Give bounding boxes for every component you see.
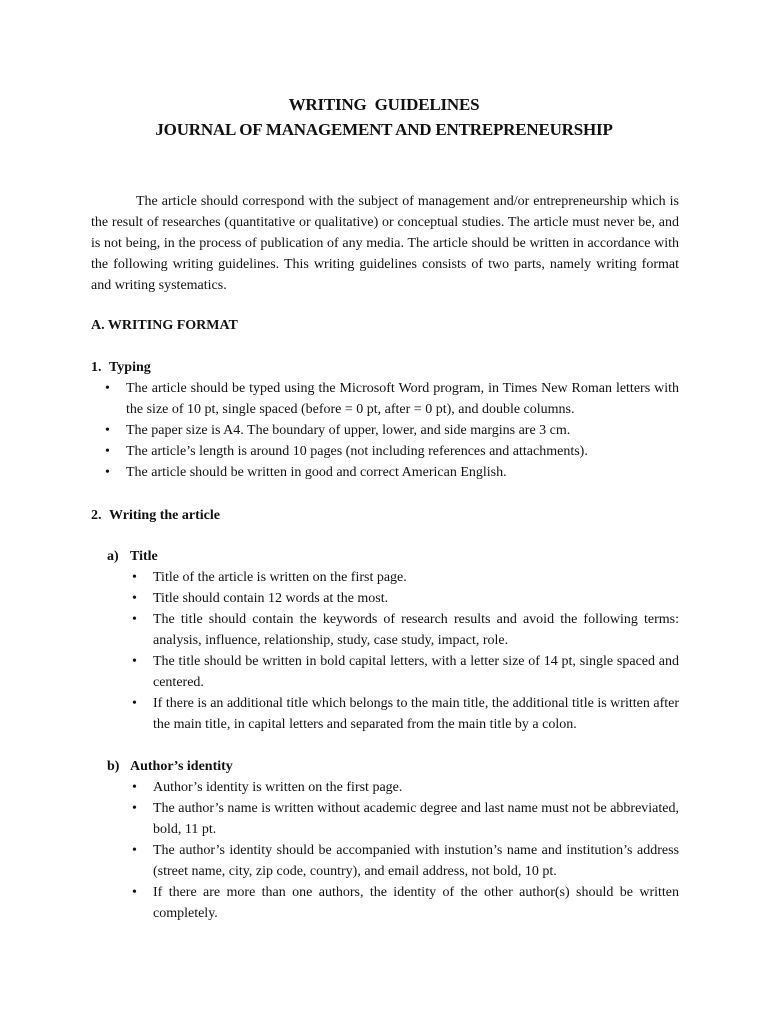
list-item: • The author’s name is written without academic degree and last name must not be abbreviated, bold, 11 pt. — [91, 798, 679, 840]
list-item: • The title should be written in bold capital letters, with a letter size of 14 pt, single spaced and centered. — [91, 651, 679, 693]
list-item: • Title should contain 12 words at the most. — [91, 588, 679, 609]
intro-paragraph: The article should correspond with the subject of management and/or entrepreneurship which is the result of researches (quantitative or qualitative) or conceptual studies. The article must never be, and is not being, in the process of publication of any media. The article should be written in accordance with the following writing guidelines. This writing guidelines consists of two parts, namely writing format and writing systematics. — [91, 194, 679, 293]
list-item: • The author’s identity should be accompanied with instution’s name and institution’s address (street name, city, zip code, country), and email address, not bold, 10 pt. — [91, 840, 679, 882]
typing-number: 1. — [91, 360, 102, 375]
writing-article-section — [91, 505, 679, 526]
title-subsection — [91, 546, 679, 735]
writing-article-title: Writing the article — [109, 508, 220, 523]
typing-bullet-list — [91, 378, 679, 483]
list-item: • If there is an additional title which belongs to the main title, the additional title is written after the main title, in capital letters and separated from the main title by a colon. — [91, 693, 679, 735]
author-bullet-list — [91, 777, 679, 924]
list-item: • The article’s length is around 10 pages (not including references and attachments). — [91, 441, 679, 462]
list-item: • The article should be written in good and correct American English. — [91, 462, 679, 483]
typing-title: Typing — [109, 360, 151, 375]
title-sub-number: a) — [107, 549, 119, 564]
list-item: • Title of the article is written on the first page. — [91, 567, 679, 588]
author-sub-label: Author’s identity — [130, 759, 233, 774]
list-item: • The title should contain the keywords of research results and avoid the following terms: analysis, influence, relationship, study, case study, impact, role. — [91, 609, 679, 651]
writing-article-number: 2. — [91, 508, 102, 523]
document-title — [0, 92, 768, 142]
list-item: • The paper size is A4. The boundary of upper, lower, and side margins are 3 cm. — [91, 420, 679, 441]
writing-article-heading — [91, 505, 679, 526]
author-identity-subsection — [91, 756, 679, 924]
section-a-heading: A. WRITING FORMAT — [91, 318, 238, 333]
author-identity-subheading — [91, 756, 679, 777]
typing-section — [91, 357, 679, 483]
title-subheading — [91, 546, 679, 567]
title-bullet-list — [91, 567, 679, 735]
title-line-1: WRITING GUIDELINES — [288, 95, 480, 114]
title-sub-label: Title — [130, 549, 158, 564]
typing-heading — [91, 357, 679, 378]
list-item: • The article should be typed using the Microsoft Word program, in Times New Roman letters with the size of 10 pt, single spaced (before = 0 pt, after = 0 pt), and double columns. — [91, 378, 679, 420]
author-sub-number: b) — [107, 759, 120, 774]
list-item: • Author’s identity is written on the first page. — [91, 777, 679, 798]
title-line-2: JOURNAL OF MANAGEMENT AND ENTREPRENEURSHIP — [155, 120, 613, 139]
list-item: • If there are more than one authors, the identity of the other author(s) should be written completely. — [91, 882, 679, 924]
